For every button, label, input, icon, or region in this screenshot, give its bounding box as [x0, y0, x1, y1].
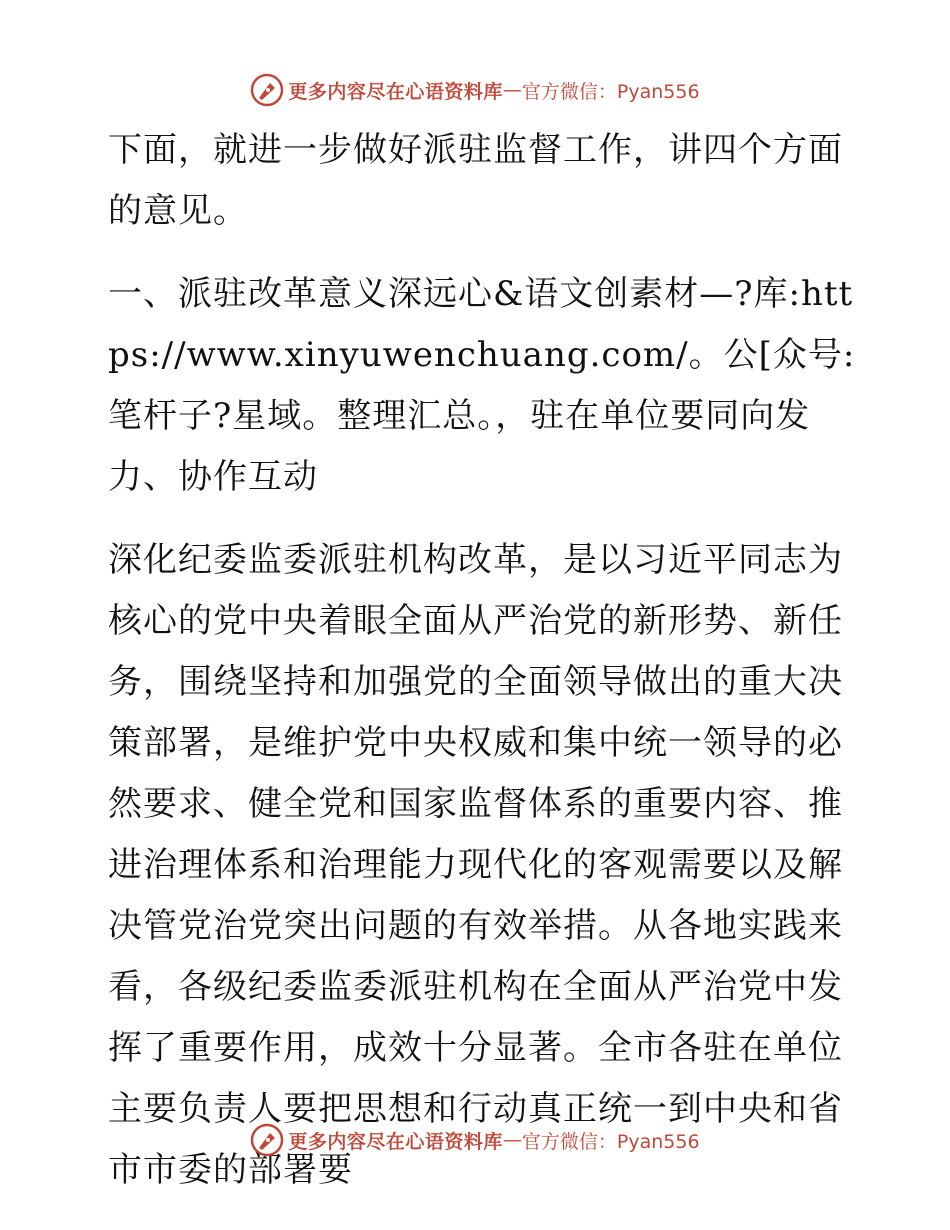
watermark-text: 更多内容尽在心语资料库 [288, 1130, 503, 1153]
pen-nib-logo-icon [250, 1123, 284, 1157]
paragraph-intro: 下面，就进一步做好派驻监督工作，讲四个方面的意见。 [108, 130, 843, 231]
watermark-contact: 官方微信：Pyan556 [521, 1130, 700, 1153]
watermark-contact: 官方微信：Pyan556 [521, 80, 700, 103]
footer-watermark [0, 1120, 950, 1160]
watermark-separator: — [502, 79, 522, 101]
watermark-text: 更多内容尽在心语资料库 [288, 80, 503, 103]
document-body [98, 120, 858, 1201]
paragraph-body: 深化纪委监委派驻机构改革，是以习近平同志为核心的党中央着眼全面从严治党的新形势、新任务，围绕坚持和加强党的全面领导做出的重大决策部署，是维护党中央权威和集中统一领导的必然要求、健全党和国家监督体系的重要内容、推进治理体系和治理能力现代化的客观需要以及解决管党治党突出问题的有效举措。从各地实践来看，各级纪委监委派驻机构在全面从严治党中发挥了重要作用，成效十分显著。全市各驻在单位主要负责人要把思想和行动真正统一到中央和省市市委的部署要 [108, 540, 843, 1190]
paragraph-section-heading: 一、派驻改革意义深远心&语文创素材—?库:https://www.xinyuwenchuang.com/。公[众号: 笔杆子?星域。整理汇总。，驻在单位要同向发力、协作互动 [108, 274, 856, 497]
watermark-separator: — [502, 1129, 522, 1151]
pen-nib-logo-icon [250, 73, 284, 107]
header-watermark [0, 70, 950, 110]
